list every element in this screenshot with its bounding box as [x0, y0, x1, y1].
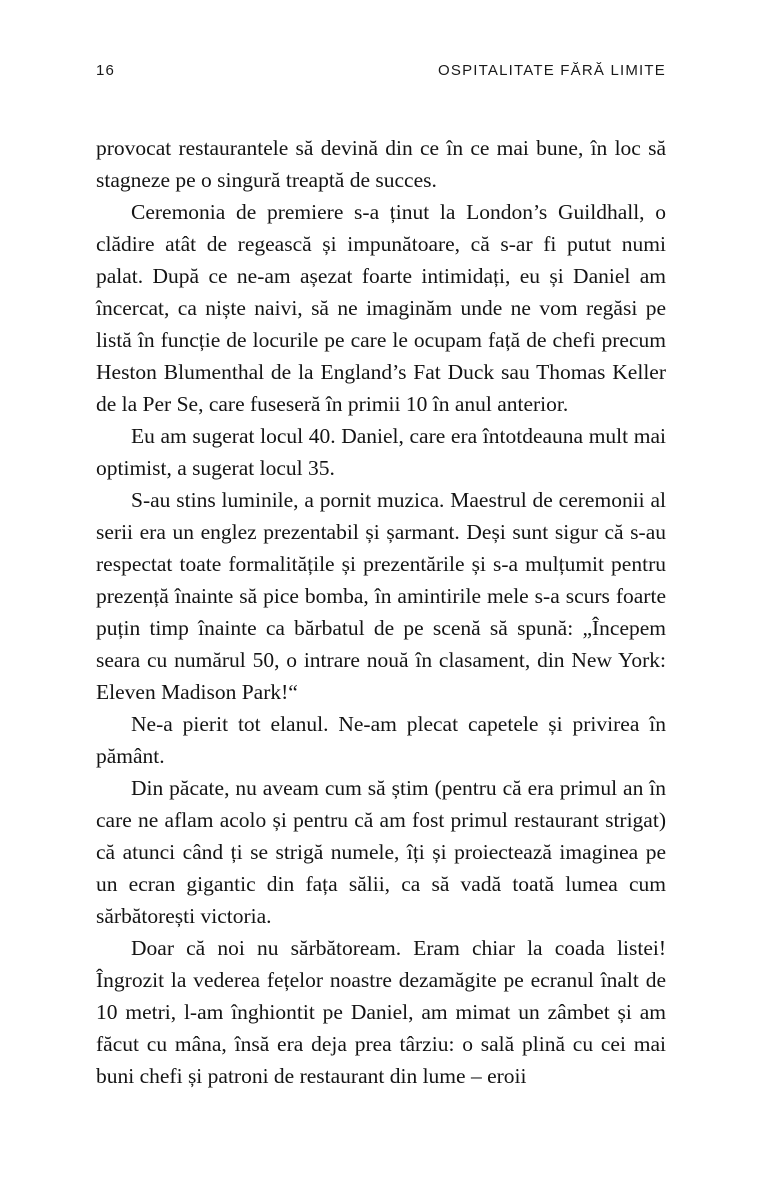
paragraph: Ceremonia de premiere s-a ținut la London’s Guildhall, o clădire atât de regească și impunătoare, că s-ar fi putut numi palat. După ce ne-am așezat foarte intimidați, eu și Daniel am încercat, ca niște naivi, să ne imaginăm unde ne vom regăsi pe listă în funcție de locurile pe care le ocupam față de chefi precum Heston Blumenthal de la England’s Fat Duck sau Thomas Keller de la Per Se, care fuseseră în primii 10 în anul anterior. — [96, 200, 666, 416]
page-number: 16 — [96, 62, 116, 79]
paragraph: Ne-a pierit tot elanul. Ne-am plecat capetele și privirea în pământ. — [96, 712, 666, 768]
paragraph: S-au stins luminile, a pornit muzica. Maestrul de ceremonii al serii era un englez prezentabil și șarmant. Deși sunt sigur că s-au respectat toate formalitățile și prezentările și s-a mulțumit pentru prezență înainte să pice bomba, în amintirile mele s-a scurs foarte puțin timp înainte ca bărbatul de pe scenă să spună: „Începem seara cu numărul 50, o intrare nouă în clasament, din New York: Eleven Madison Park!“ — [96, 488, 666, 704]
running-title: OSPITALITATE FĂRĂ LIMITE — [438, 62, 666, 79]
paragraph: provocat restaurantele să devină din ce în ce mai bune, în loc să stagneze pe o singură treaptă de succes. — [96, 136, 666, 192]
paragraph: Din păcate, nu aveam cum să știm (pentru că era primul an în care ne aflam acolo și pentru că am fost primul restaurant strigat) că atunci când ți se strigă numele, îți și proiectează imaginea pe un ecran gigantic din fața sălii, ca să vadă toată lumea cum sărbătorești victoria. — [96, 776, 666, 928]
paragraph: Eu am sugerat locul 40. Daniel, care era întotdeauna mult mai optimist, a sugerat locul 35. — [96, 424, 666, 480]
body-text — [96, 132, 666, 1092]
page-header — [96, 62, 666, 82]
paragraph: Doar că noi nu sărbătoream. Eram chiar la coada listei! Îngrozit la vederea fețelor noastre dezamăgite pe ecranul înalt de 10 metri, l-am înghiontit pe Daniel, am mimat un zâmbet și am făcut cu mâna, însă era deja prea târziu: o sală plină cu cei mai buni chefi și patroni de restaurant din lume – eroii — [96, 936, 666, 1088]
